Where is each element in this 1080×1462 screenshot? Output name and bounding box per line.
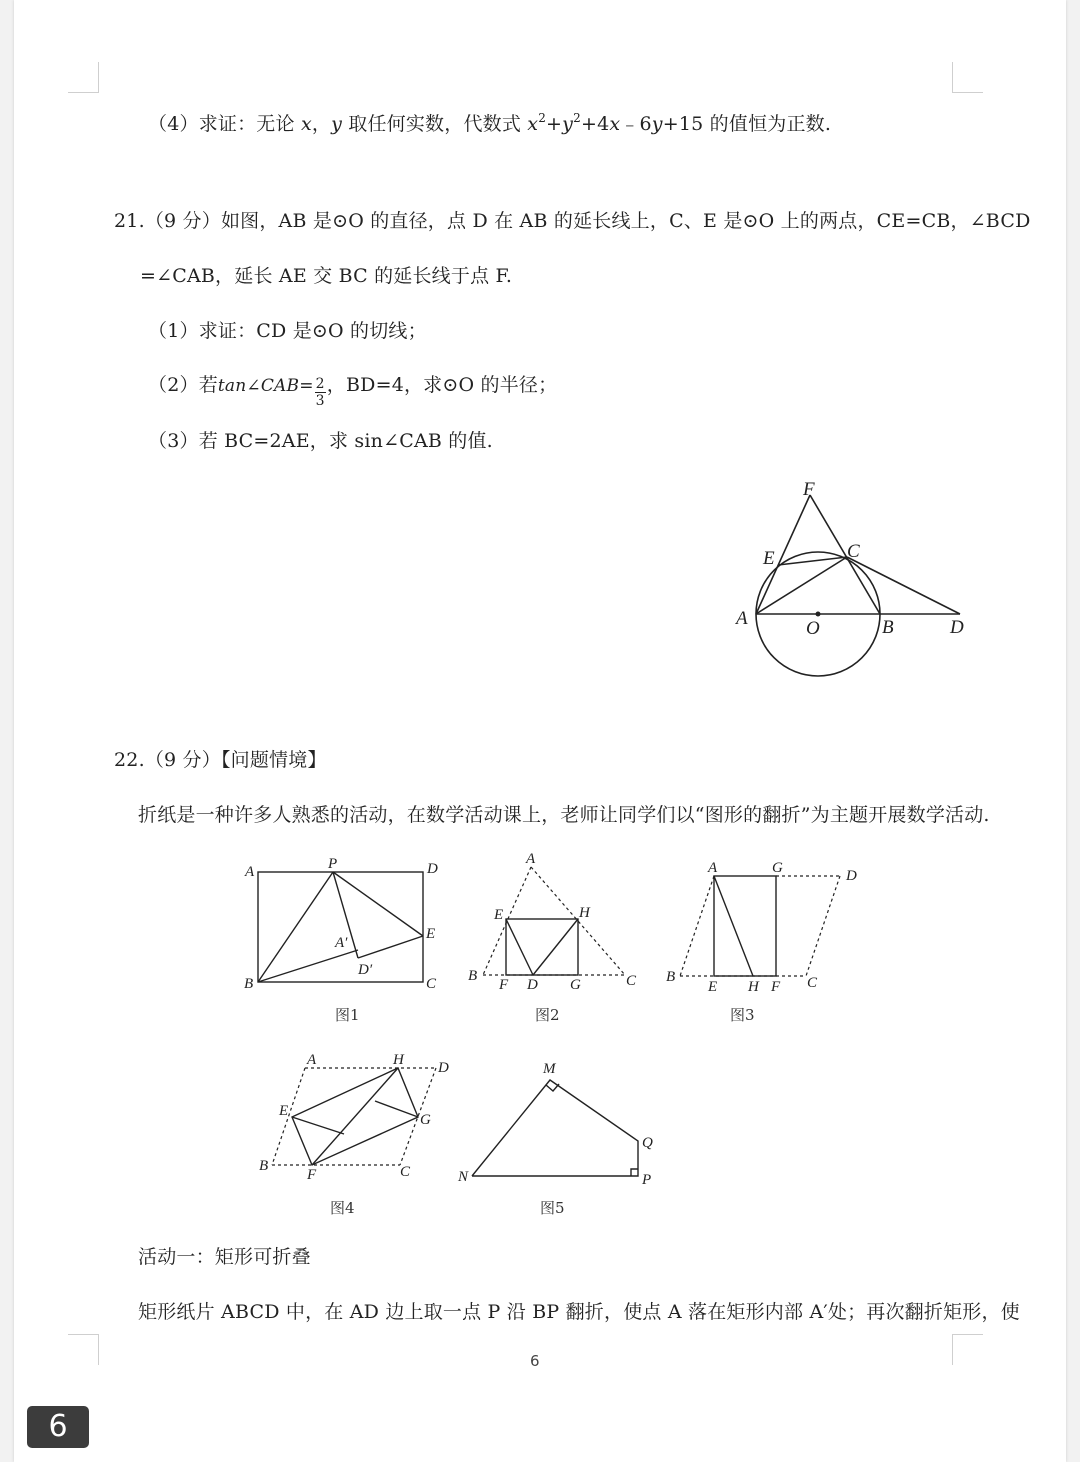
fig1-label-a-prime: A′ [335,935,348,951]
fig3-line-ab [680,876,714,976]
caption-fig3: 图3 [730,1006,755,1024]
fig2-label-d: D [527,977,538,993]
center-dot [816,612,821,617]
label-b: B [882,617,894,638]
fig4-label-d: D [438,1060,449,1076]
activity1-title: 活动一：矩形可折叠 [138,1246,311,1268]
fig1-label-e: E [426,926,436,942]
fig4-label-g: G [420,1112,431,1128]
crop-mark-top-left [68,62,99,93]
fig5-label-n: N [458,1169,469,1185]
fig2-label-f: F [499,977,509,993]
caption-fig4: 图4 [330,1199,355,1217]
fig2-label-h: H [579,905,590,921]
crop-mark-top-right [952,62,983,93]
fig3-rectangle [714,876,776,976]
fig4-crease-1 [292,1117,344,1134]
fig3-line-ah [714,876,753,976]
fig5-right-angle-p [631,1169,638,1176]
fig2-line-hd [533,919,578,975]
label-c: C [847,541,860,562]
fig4-label-f: F [307,1167,317,1183]
fig2-label-b: B [468,968,478,984]
fig3-label-g: G [772,860,783,876]
fig2-label-e: E [494,907,504,923]
q22-stem: 22.（9 分）【问题情境】 [114,749,327,771]
fig2-label-c: C [626,973,637,989]
fraction-two-thirds: $\frac{2}{3}$ [315,376,325,409]
q22-fig5 [450,1055,665,1190]
activity1-text: 矩形纸片 ABCD 中，在 AD 边上取一点 P 沿 BP 翻折，使点 A 落在矩形内部 A′处；再次翻折矩形，使 [138,1301,1020,1323]
q22-fig2 [465,845,645,995]
q21-part3: （3）若 BC=2AE，求 sin∠CAB 的值. [148,430,493,452]
q21-stem-line2: =∠CAB，延长 AE 交 BC 的延长线于点 F. [140,265,513,287]
fig3-label-b: B [666,969,676,985]
q22-fig1 [240,852,445,997]
q22-fig3 [660,852,865,997]
fig3-label-d: D [846,868,857,884]
label-f: F [803,479,815,500]
fig3-label-h: H [748,979,759,995]
q22-intro: 折纸是一种许多人熟悉的活动，在数学活动课上，老师让同学们以“图形的翻折”为主题开展数学活动. [138,804,990,826]
crop-mark-bottom-right [952,1334,983,1365]
label-e: E [763,548,775,569]
line-fb [810,495,880,614]
fig3-label-f: F [771,979,781,995]
label-o: O [806,618,820,639]
fig1-line-bp [258,872,333,982]
fig3-label-c: C [807,975,818,991]
fig4-label-b: B [259,1158,269,1174]
q21-circle-figure [730,475,975,685]
fig1-label-a: A [245,864,255,880]
fig5-quadrilateral [472,1080,638,1176]
q22-fig4 [250,1045,460,1190]
fig1-rectangle [258,872,423,982]
fig4-label-h: H [393,1052,404,1068]
fig3-label-a: A [708,860,718,876]
caption-fig5: 图5 [540,1199,565,1217]
fig2-line-ed [506,919,533,975]
fig1-label-p: P [328,856,338,872]
fig4-label-a: A [307,1052,317,1068]
fig4-label-e: E [279,1103,289,1119]
fig2-label-g: G [570,977,581,993]
label-d: D [950,617,964,638]
fig5-label-p: P [642,1172,652,1188]
fig1-label-c: C [426,976,437,992]
q21-part2: （2）若tan∠CAB= $\frac{2}{3}$ ，BD=4，求⊙O 的半径； [148,374,558,409]
label-a: A [736,608,748,629]
fig4-diagonal [312,1068,398,1165]
fig3-label-e: E [708,979,718,995]
fig1-label-d-prime: D′ [358,962,373,978]
fig2-rectangle [506,919,578,975]
caption-fig2: 图2 [535,1006,560,1024]
fig5-label-q: Q [642,1135,653,1151]
fig1-label-b: B [244,976,254,992]
q20-part4: （4）求证：无论 x，y 取任何实数，代数式 $x^2+y^2+4x﹣6y+15$ 的值恒为正数. [148,111,832,135]
q21-stem-line1: 21.（9 分）如图，AB 是⊙O 的直径，点 D 在 AB 的延长线上，C、E 是⊙O 上的两点，CE=CB，∠BCD [114,210,1031,232]
fig1-line-ba1 [258,950,358,982]
page-number: 6 [530,1352,540,1370]
fig1-line-d1e [358,936,423,958]
caption-fig1: 图1 [335,1006,360,1024]
fig3-line-dc [806,876,840,976]
page-badge[interactable]: 6 [27,1406,89,1448]
crop-mark-bottom-left [68,1334,99,1365]
fig1-label-d: D [427,861,438,877]
fig4-crease-2 [375,1101,418,1117]
q21-part1: （1）求证：CD 是⊙O 的切线； [148,320,427,342]
fig5-label-m: M [543,1061,556,1077]
fig2-label-a: A [526,851,536,867]
fig4-line-ab [272,1068,305,1165]
fig1-line-pe [333,872,423,936]
fig4-label-c: C [400,1164,411,1180]
